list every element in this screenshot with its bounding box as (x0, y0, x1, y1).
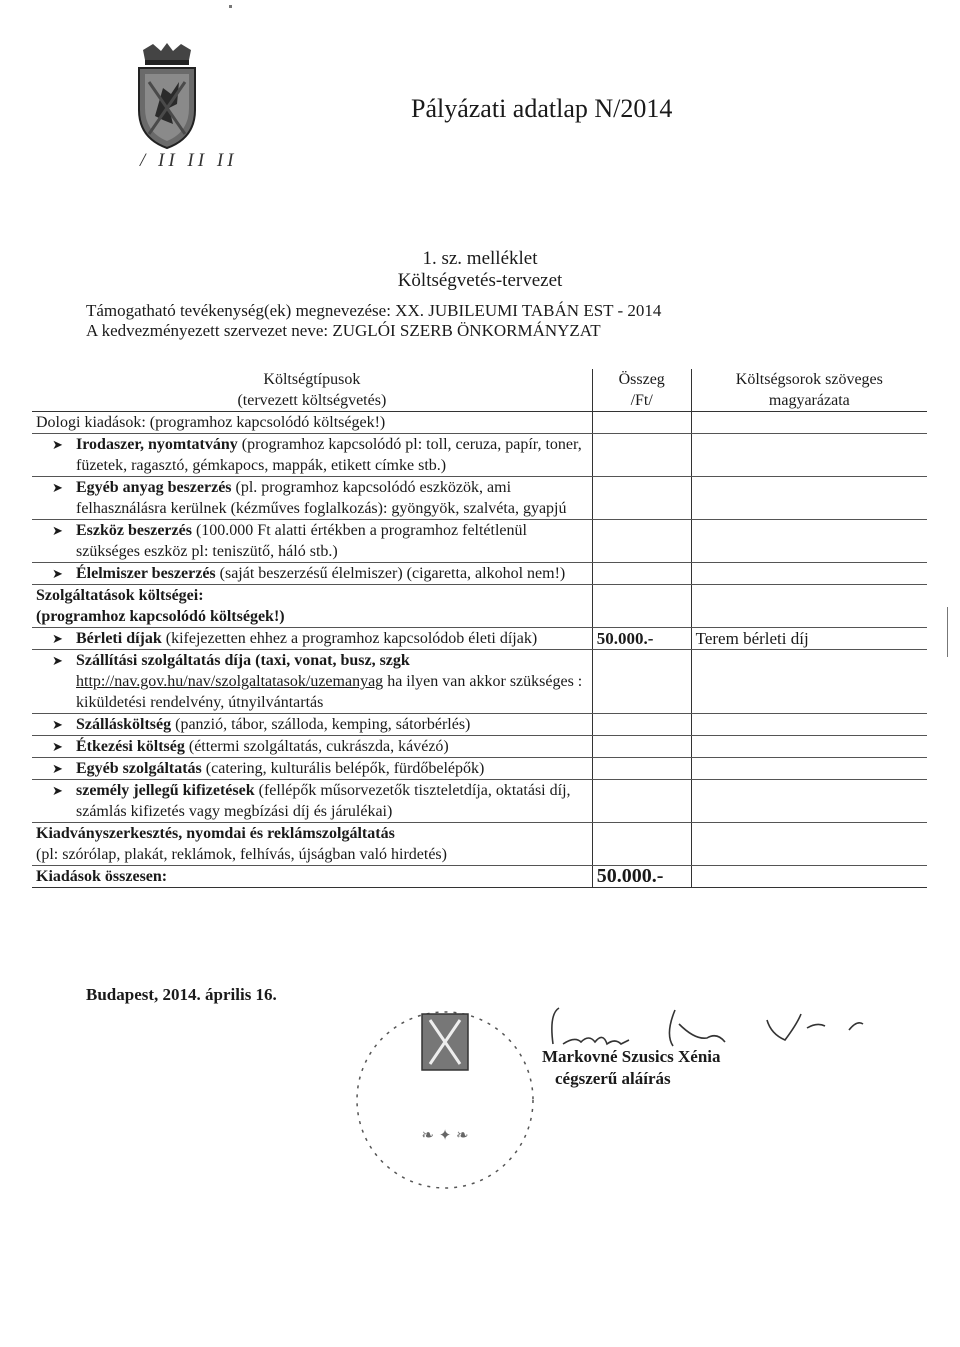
total-amount: 50.000.- (592, 866, 691, 888)
scan-speck (229, 5, 232, 8)
bullet-arrow-icon: ➤ (52, 480, 63, 495)
berleti-amount: 50.000.- (592, 628, 691, 650)
item-etkezesi: ➤ Étkezési költség (éttermi szolgáltatás, cukrászda, kávézó) (32, 736, 592, 758)
page-title: Pályázati adatlap N/2014 (411, 94, 673, 123)
header-cost-types (32, 369, 592, 412)
bullet-arrow-icon: ➤ (52, 566, 63, 581)
berleti-note: Terem bérleti díj (691, 628, 927, 650)
header-cost-types-line2: (tervezett költségvetés) (237, 392, 387, 409)
header-amount (592, 369, 691, 412)
bullet-arrow-icon: ➤ (52, 631, 63, 646)
budget-table (32, 369, 927, 888)
total-row (32, 866, 927, 888)
header-amount-line1: Összeg (618, 371, 665, 388)
bullet-arrow-icon: ➤ (52, 739, 63, 754)
item-irodaszer: ➤ Irodaszer, nyomtatvány (programhoz kapcsolódó pl: toll, ceruza, papír, toner, füzetek, ragasztó, gémkapocs, mappák, etikett címke stb.) (32, 434, 592, 477)
table-row (32, 714, 927, 736)
header-explanation-line2: magyarázata (768, 392, 850, 409)
header-cost-types-line1: Költségtípusok (263, 371, 361, 388)
table-row (32, 736, 927, 758)
section-szolgaltatasok: Szolgáltatások költségei: (programhoz kapcsolódó költségek!) (32, 585, 592, 628)
table-row (32, 520, 927, 563)
coat-of-arms-icon (133, 42, 201, 152)
header-amount-line2: /Ft/ (630, 392, 653, 409)
bullet-arrow-icon: ➤ (52, 783, 63, 798)
item-egyeb-szolgaltatas: ➤ Egyéb szolgáltatás (catering, kulturális belépők, fürdőbelépők) (32, 758, 592, 780)
item-eszkoz: ➤ Eszköz beszerzés (100.000 Ft alatti értékben a programhoz feltétlenül szükséges eszköz pl: teniszütő, háló stb.) (32, 520, 592, 563)
item-elelmiszer: ➤ Élelmiszer beszerzés (saját beszerzésű élelmiszer) (cigaretta, alkohol nem!) (32, 563, 592, 585)
bullet-arrow-icon: ➤ (52, 523, 63, 538)
place-date: Budapest, 2014. április 16. (86, 985, 277, 1004)
table-row (32, 434, 927, 477)
table-row (32, 758, 927, 780)
organization-line: A kedvezményezett szervezet neve: ZUGLÓI SZERB ÖNKORMÁNYZAT (86, 321, 601, 340)
bullet-arrow-icon: ➤ (52, 653, 63, 668)
nav-link[interactable]: http://nav.gov.hu/nav/szolgaltatasok/uzemanyag (76, 673, 384, 690)
bullet-arrow-icon: ➤ (52, 437, 63, 452)
item-egyeb-anyag: ➤ Egyéb anyag beszerzés (pl. programhoz kapcsolódó eszközök, ami felhasználásra kerülnek (kézműves foglalkozás): gyöngyök, szalvéta, gyapjú (32, 477, 592, 520)
budget-subtitle: Költségvetés-tervezet (397, 270, 563, 291)
table-row (32, 563, 927, 585)
table-row (32, 823, 927, 866)
section-dologi: Dologi kiadások: (programhoz kapcsolódó költségek!) (32, 412, 592, 434)
signer-title: cégszerű aláírás (555, 1069, 671, 1088)
appendix-label: 1. sz. melléklet (422, 248, 538, 269)
section-kiadvany: Kiadványszerkesztés, nyomdai és reklámszolgáltatás (pl: szórólap, plakát, reklámok, felhívás, újságban való hirdetés) (32, 823, 592, 866)
margin-mark (947, 607, 948, 657)
item-szallitasi: ➤ Szállítási szolgáltatás díja (taxi, vonat, busz, szgk http://nav.gov.hu/nav/szolgaltatasok/uzemanyag ha ilyen van akkor szükséges : kiküldetési rendelvény, útnyilvántartás (32, 650, 592, 714)
table-row (32, 585, 927, 628)
bullet-arrow-icon: ➤ (52, 717, 63, 732)
crest-handwriting: / II II II (140, 150, 238, 171)
header-explanation-line1: Költségsorok szöveges (735, 371, 883, 388)
bullet-arrow-icon: ➤ (52, 761, 63, 776)
total-label: Kiadások összesen: (32, 866, 592, 888)
stamp-icon (350, 990, 540, 1200)
table-row (32, 628, 927, 650)
table-row (32, 780, 927, 823)
activity-line: Támogatható tevékenység(ek) megnevezése: XX. JUBILEUMI TABÁN EST - 2014 (86, 301, 662, 320)
item-szallas: ➤ Szállásköltség (panzió, tábor, szálloda, kemping, sátorbérlés) (32, 714, 592, 736)
table-row (32, 412, 927, 434)
svg-text:❧ ✦ ❧: ❧ ✦ ❧ (421, 1126, 469, 1144)
signer-name: Markovné Szusics Xénia (542, 1047, 721, 1066)
table-row (32, 477, 927, 520)
table-row (32, 650, 927, 714)
item-berleti: ➤ Bérleti díjak (kifejezetten ehhez a programhoz kapcsolódob életi díjak) (32, 628, 592, 650)
table-header-row (32, 369, 927, 412)
item-szemely-jellegu: ➤ személy jellegű kifizetések (fellépők műsorvezetők tiszteletdíja, oktatási díj, számlás kifizetés vagy megbízási díj és járulékai) (32, 780, 592, 823)
header-explanation (691, 369, 927, 412)
